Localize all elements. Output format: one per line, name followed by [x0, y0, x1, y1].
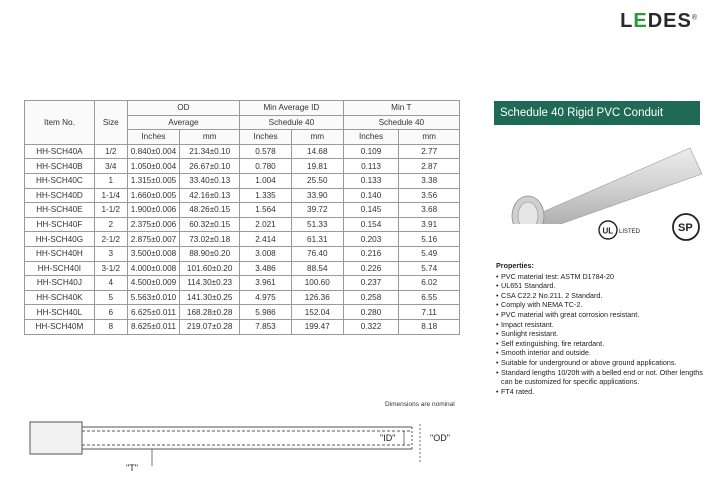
table-row — [25, 203, 460, 218]
ul-logo-letters: UL — [602, 226, 614, 236]
header-min-t: Min T — [343, 101, 459, 116]
table-cell: 0.280 — [343, 305, 399, 320]
logo-text-des: DES — [647, 10, 692, 32]
table-cell: 3 — [94, 246, 127, 261]
table-cell: 5.49 — [399, 246, 460, 261]
table-cell: 6.02 — [399, 276, 460, 291]
header-od: OD — [127, 101, 239, 116]
header-min-id-schedule: Schedule 40 — [240, 115, 344, 130]
spec-table-body — [25, 144, 460, 334]
table-cell: 114.30±0.23 — [180, 276, 240, 291]
table-cell: 168.28±0.28 — [180, 305, 240, 320]
property-item: • CSA C22.2 No.211. 2 Standard. — [496, 291, 708, 301]
table-cell: 0.145 — [343, 203, 399, 218]
table-cell-item: HH-SCH40M — [25, 319, 95, 334]
table-cell: 39.72 — [291, 203, 343, 218]
properties-title: Properties: — [496, 261, 534, 270]
table-cell: 2.77 — [399, 144, 460, 159]
product-banner: Schedule 40 Rigid PVC Conduit — [494, 101, 700, 125]
table-cell: 1-1/4 — [94, 188, 127, 203]
table-cell: 0.258 — [343, 290, 399, 305]
properties-section — [496, 261, 708, 396]
header-unit: Inches — [240, 130, 292, 145]
table-cell: 3.500±0.008 — [127, 246, 179, 261]
table-cell: 76.40 — [291, 246, 343, 261]
pipe-image — [494, 128, 704, 224]
table-cell: 3.68 — [399, 203, 460, 218]
table-cell: 0.109 — [343, 144, 399, 159]
table-cell-item: HH-SCH40I — [25, 261, 95, 276]
table-row — [25, 305, 460, 320]
property-item: • Suitable for underground or above ground applications. — [496, 358, 708, 368]
table-cell: 7.11 — [399, 305, 460, 320]
table-cell: 0.216 — [343, 246, 399, 261]
table-cell: 2.875±0.007 — [127, 232, 179, 247]
table-cell: 1.315±0.005 — [127, 173, 179, 188]
table-cell: 0.237 — [343, 276, 399, 291]
table-cell: 3.486 — [240, 261, 292, 276]
table-cell: 3.56 — [399, 188, 460, 203]
table-cell: 5.986 — [240, 305, 292, 320]
table-cell: 2.021 — [240, 217, 292, 232]
table-cell: 42.16±0.13 — [180, 188, 240, 203]
table-cell: 126.36 — [291, 290, 343, 305]
table-cell: 48.26±0.15 — [180, 203, 240, 218]
table-cell: 199.47 — [291, 319, 343, 334]
table-cell: 88.54 — [291, 261, 343, 276]
header-min-id: Min Average ID — [240, 101, 344, 116]
table-cell: 4 — [94, 276, 127, 291]
table-cell: 21.34±0.10 — [180, 144, 240, 159]
property-item: • PVC material with great corrosion resistant. — [496, 310, 708, 320]
table-cell: 6 — [94, 305, 127, 320]
table-row — [25, 173, 460, 188]
table-cell: 4.000±0.008 — [127, 261, 179, 276]
table-cell: 88.90±0.20 — [180, 246, 240, 261]
table-cell: 0.840±0.004 — [127, 144, 179, 159]
table-row — [25, 290, 460, 305]
table-row — [25, 261, 460, 276]
spec-table — [24, 100, 460, 335]
table-cell: 51.33 — [291, 217, 343, 232]
table-cell: 60.32±0.15 — [180, 217, 240, 232]
table-cell: 1.335 — [240, 188, 292, 203]
property-item: • Self extinguishing, fire retardant. — [496, 339, 708, 349]
table-cell: 1.050±0.004 — [127, 159, 179, 174]
table-cell: 19.81 — [291, 159, 343, 174]
table-cell: 0.140 — [343, 188, 399, 203]
table-cell: 141.30±0.25 — [180, 290, 240, 305]
table-cell: 5 — [94, 290, 127, 305]
ul-listed-text: LISTED — [619, 229, 641, 235]
table-row — [25, 246, 460, 261]
dimensions-note: Dimensions are nominal — [385, 401, 455, 408]
table-cell: 0.133 — [343, 173, 399, 188]
table-row — [25, 188, 460, 203]
property-item: • Standard lengths 10/20ft with a belled end or not. Other lengths can be customized for specific applications. — [496, 368, 708, 387]
table-cell: 6.55 — [399, 290, 460, 305]
table-cell-item: HH-SCH40A — [25, 144, 95, 159]
table-cell: 5.74 — [399, 261, 460, 276]
ul-listed-mark — [598, 215, 648, 245]
table-cell: 25.50 — [291, 173, 343, 188]
table-cell: 33.40±0.13 — [180, 173, 240, 188]
header-item-no: Item No. — [25, 101, 95, 145]
table-cell: 14.68 — [291, 144, 343, 159]
table-cell: 0.226 — [343, 261, 399, 276]
table-cell-item: HH-SCH40K — [25, 290, 95, 305]
table-cell: 73.02±0.18 — [180, 232, 240, 247]
table-cell: 6.625±0.011 — [127, 305, 179, 320]
table-cell-item: HH-SCH40C — [25, 173, 95, 188]
property-item: • Sunlight resistant. — [496, 329, 708, 339]
table-cell: 3-1/2 — [94, 261, 127, 276]
brand-logo — [620, 10, 698, 33]
table-cell: 0.203 — [343, 232, 399, 247]
table-cell: 8.625±0.011 — [127, 319, 179, 334]
csa-mark — [670, 211, 702, 243]
table-cell: 2.414 — [240, 232, 292, 247]
table-row — [25, 144, 460, 159]
header-unit: mm — [399, 130, 460, 145]
table-cell: 2.375±0.006 — [127, 217, 179, 232]
table-cell: 33.90 — [291, 188, 343, 203]
table-cell: 0.113 — [343, 159, 399, 174]
table-row — [25, 217, 460, 232]
table-cell: 1.660±0.005 — [127, 188, 179, 203]
table-cell-item: HH-SCH40B — [25, 159, 95, 174]
table-cell: 1-1/2 — [94, 203, 127, 218]
table-cell-item: HH-SCH40H — [25, 246, 95, 261]
table-cell-item: HH-SCH40L — [25, 305, 95, 320]
table-cell: 1/2 — [94, 144, 127, 159]
table-cell: 0.780 — [240, 159, 292, 174]
table-cell: 4.975 — [240, 290, 292, 305]
table-cell: 5.16 — [399, 232, 460, 247]
table-cell: 152.04 — [291, 305, 343, 320]
table-cell: 2 — [94, 217, 127, 232]
table-cell: 1.900±0.006 — [127, 203, 179, 218]
property-item: • UL651 Standard. — [496, 281, 708, 291]
table-row — [25, 276, 460, 291]
table-cell-item: HH-SCH40F — [25, 217, 95, 232]
table-cell: 1.004 — [240, 173, 292, 188]
property-item: • PVC material test: ASTM D1784-20 — [496, 272, 708, 282]
table-cell: 5.563±0.010 — [127, 290, 179, 305]
table-row — [25, 159, 460, 174]
header-unit: mm — [180, 130, 240, 145]
id-label: "ID" — [380, 433, 396, 443]
property-item: • Smooth interior and outside. — [496, 348, 708, 358]
property-item: • Impact resistant. — [496, 320, 708, 330]
table-cell-item: HH-SCH40G — [25, 232, 95, 247]
table-cell: 1 — [94, 173, 127, 188]
table-cell: 219.07±0.28 — [180, 319, 240, 334]
conduit-diagram — [24, 414, 484, 474]
table-cell: 101.60±0.20 — [180, 261, 240, 276]
table-cell: 3.38 — [399, 173, 460, 188]
table-cell: 3/4 — [94, 159, 127, 174]
table-cell: 2.87 — [399, 159, 460, 174]
table-cell: 1.564 — [240, 203, 292, 218]
table-cell: 61.31 — [291, 232, 343, 247]
header-od-average: Average — [127, 115, 239, 130]
table-cell: 100.60 — [291, 276, 343, 291]
logo-text-e: E — [633, 10, 648, 32]
property-item: • Comply with NEMA TC-2. — [496, 300, 708, 310]
table-cell: 3.91 — [399, 217, 460, 232]
table-row — [25, 319, 460, 334]
header-unit: mm — [291, 130, 343, 145]
table-cell: 3.961 — [240, 276, 292, 291]
registered-mark: ® — [691, 14, 698, 22]
table-cell: 8.18 — [399, 319, 460, 334]
table-cell: 7.853 — [240, 319, 292, 334]
table-cell: 2-1/2 — [94, 232, 127, 247]
table-cell: 4.500±0.009 — [127, 276, 179, 291]
t-label: "T" — [126, 463, 138, 473]
table-cell: 0.154 — [343, 217, 399, 232]
table-cell-item: HH-SCH40E — [25, 203, 95, 218]
table-cell-item: HH-SCH40D — [25, 188, 95, 203]
header-size: Size — [94, 101, 127, 145]
header-min-t-schedule: Schedule 40 — [343, 115, 459, 130]
property-item: • FT4 rated. — [496, 387, 708, 397]
header-unit: Inches — [127, 130, 179, 145]
table-row — [25, 232, 460, 247]
table-cell: 8 — [94, 319, 127, 334]
table-cell: 0.322 — [343, 319, 399, 334]
bell-end-shape — [30, 422, 82, 454]
table-cell-item: HH-SCH40J — [25, 276, 95, 291]
table-cell: 26.67±0.10 — [180, 159, 240, 174]
table-cell: 3.008 — [240, 246, 292, 261]
csa-logo-text: SP — [678, 222, 693, 234]
properties-list — [496, 272, 708, 397]
header-unit: Inches — [343, 130, 399, 145]
od-label: "OD" — [430, 433, 450, 443]
logo-text-l: L — [620, 10, 634, 32]
table-cell: 0.578 — [240, 144, 292, 159]
